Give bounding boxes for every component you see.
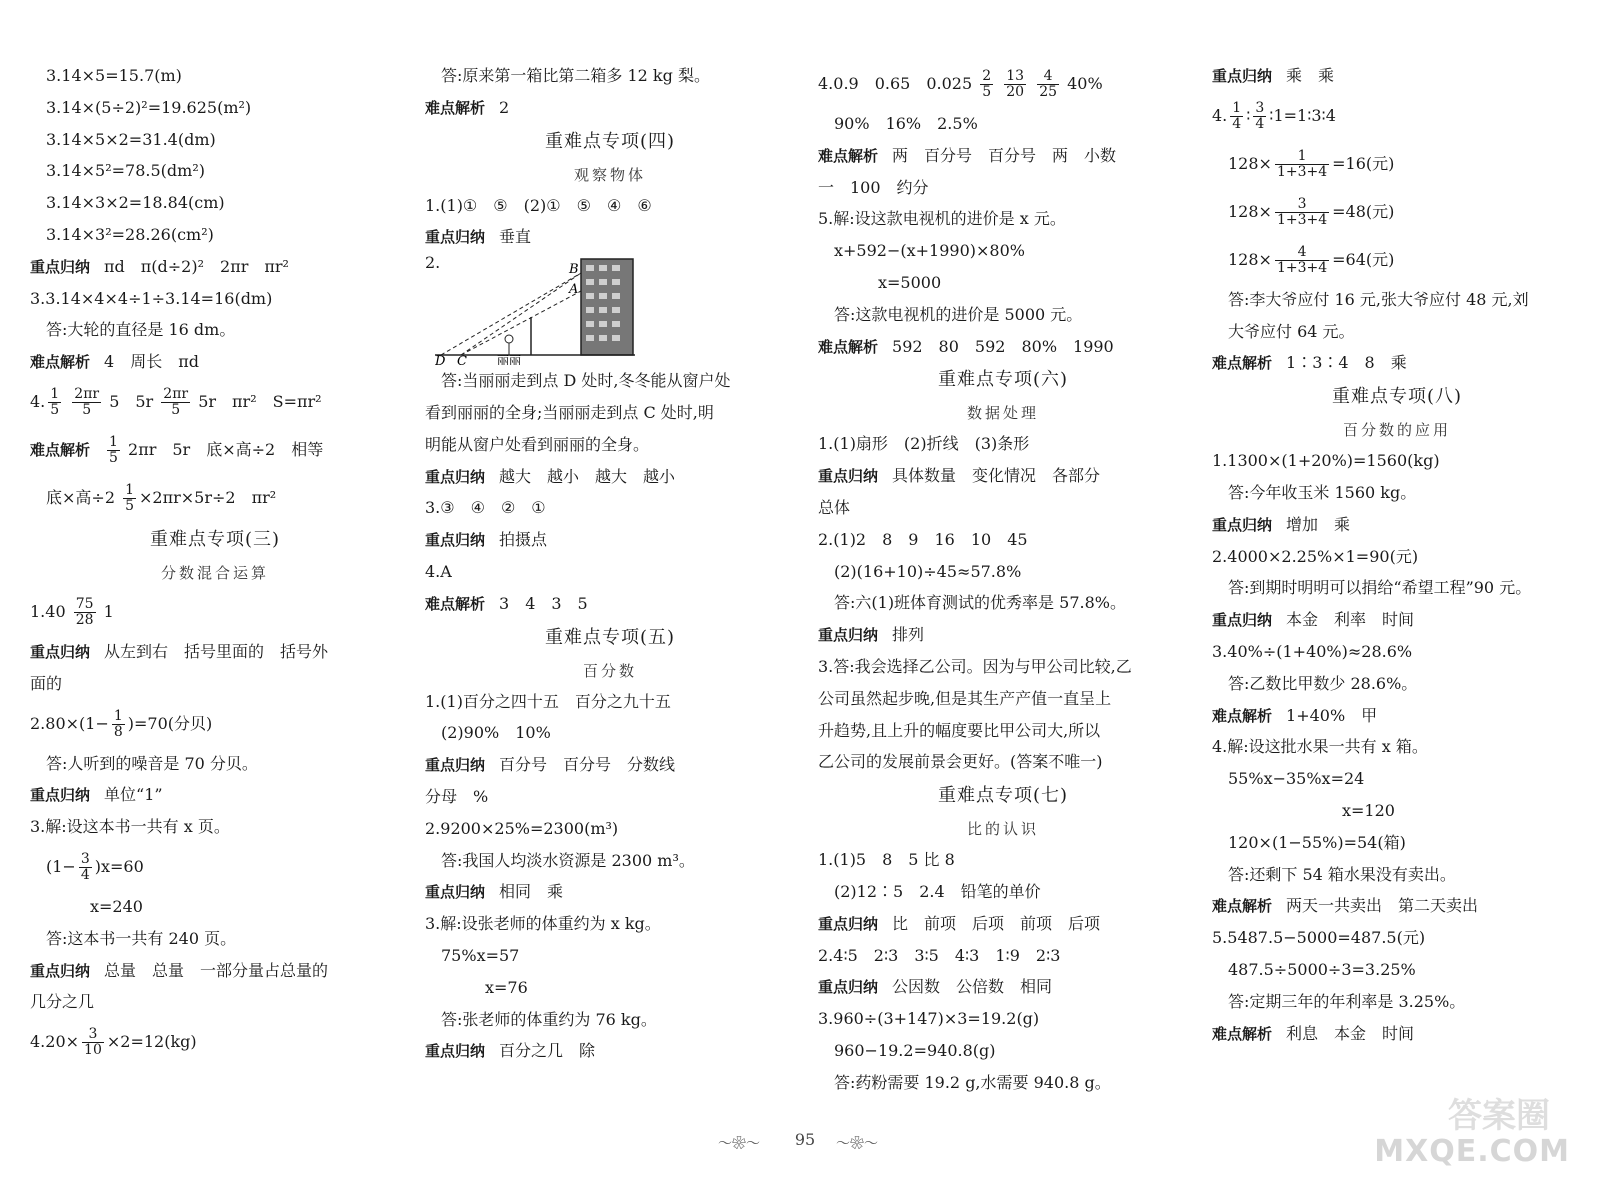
summary-text: 排列: [892, 625, 925, 645]
summary-text: 垂直: [499, 227, 532, 247]
label-key: 重点归纳: [818, 626, 879, 645]
analysis-text: 利息 本金 时间: [1286, 1023, 1415, 1043]
answer-line: 3.③ ④ ② ①: [425, 498, 546, 518]
key-summary: [30, 779, 400, 811]
answer-line: 3.14×5×2=31.4(dm): [46, 129, 216, 149]
fraction: $\frac{3}{4}$: [1255, 100, 1265, 132]
label-difficulty: 难点解析: [818, 337, 879, 356]
answer-line: 答:人听到的噪音是 70 分贝。: [46, 753, 258, 773]
answer-line: 总体: [818, 497, 851, 517]
section-heading: 重难点专项(四): [544, 130, 676, 152]
answer-text: 5r πr² S=πr²: [198, 391, 322, 411]
answer-line: 3.解:设这本书一共有 x 页。: [30, 817, 230, 837]
answer-line: x=76: [485, 977, 528, 997]
label-key: 重点归纳: [1212, 67, 1273, 85]
fraction: $\frac{1}{5}$: [109, 434, 118, 466]
ornament-left-icon: ～❀～: [718, 1136, 760, 1152]
answer-text: )=70(分贝): [127, 713, 213, 733]
fraction: $\frac{2\pi r}{5}$: [163, 386, 189, 418]
answer-text: =48(元): [1332, 201, 1395, 221]
key-summary: [30, 955, 400, 987]
difficulty-analysis: [425, 588, 795, 620]
label-key: 重点归纳: [30, 961, 91, 980]
fraction: $\frac{13}{20}$: [1006, 68, 1025, 100]
label-key: 重点归纳: [1212, 611, 1273, 630]
answer-text: 2.80×(1−: [30, 713, 109, 733]
answer-line: 升趋势,且上升的幅度要比甲公司大,所以: [818, 720, 1101, 740]
difficulty-analysis: [425, 92, 795, 124]
answer-line: 3.答:我会选择乙公司。因为与甲公司比较,乙: [818, 656, 1132, 676]
answer-text: 底×高÷2: [46, 487, 115, 507]
label-key: 重点归纳: [818, 914, 879, 933]
label-difficulty: 难点解析: [1212, 897, 1273, 916]
page-number: 95: [794, 1130, 816, 1149]
fraction: $\frac{4}{25}$: [1039, 68, 1058, 100]
answer-line: [30, 378, 400, 426]
summary-text: 乘 乘: [1286, 66, 1335, 85]
difficulty-analysis: [30, 346, 400, 378]
answer-line: [30, 588, 400, 636]
label-c: C: [457, 354, 467, 366]
answer-line: 55%x−35%x=24: [1228, 769, 1365, 789]
key-summary: [425, 749, 795, 781]
difficulty-analysis: [1212, 1018, 1582, 1050]
analysis-text: 2πr 5r 底×高÷2 相等: [128, 439, 324, 459]
fraction: $\frac{1}{5}$: [50, 386, 60, 418]
answer-line: 1.(1)① ⑤ (2)① ⑤ ④ ⑥: [425, 195, 652, 215]
label-difficulty: 难点解析: [30, 353, 91, 372]
analysis-text: 3 4 3 5: [499, 593, 588, 613]
answer-text: )x=60: [94, 856, 144, 876]
watermark-logo: 答案圈: [1448, 1096, 1550, 1136]
difficulty-analysis: [1212, 700, 1582, 732]
answer-line: 2.4∶5 2∶3 3∶5 4∶3 1∶9 2∶3: [818, 945, 1061, 965]
answer-line: 3.14×5=15.7(m): [46, 66, 182, 85]
analysis-text: 两 百分号 百分号 两 小数: [892, 145, 1117, 165]
label-difficulty: 难点解析: [1212, 354, 1273, 373]
answer-line: 3.14×5²=78.5(dm²): [46, 161, 205, 181]
fraction: $\frac{1}{8}$: [113, 707, 123, 740]
key-summary: [818, 460, 1188, 492]
key-summary: [818, 908, 1188, 940]
key-summary: [818, 971, 1188, 1003]
label-key: 重点归纳: [425, 1042, 486, 1061]
label-difficulty: 难点解析: [425, 594, 486, 613]
fraction: $\frac{3}{1+3+4}$: [1276, 196, 1328, 228]
fraction: $\frac{1}{5}$: [125, 482, 135, 514]
analysis-text: 1∶3∶4 8 乘: [1286, 353, 1407, 373]
answer-line: x=5000: [878, 272, 942, 292]
difficulty-analysis: [1212, 347, 1582, 379]
column-4: [1212, 60, 1582, 1049]
answer-line: 5.解:设这款电视机的进价是 x 元。: [818, 209, 1066, 229]
figure-block: [425, 253, 795, 365]
answer-text: 5 5r: [109, 391, 154, 411]
answer-text: 1.40: [30, 601, 66, 621]
section-heading: 重难点专项(七): [937, 785, 1069, 807]
difficulty-analysis: [818, 140, 1188, 172]
key-summary: [30, 251, 400, 283]
column-3: [818, 60, 1188, 1099]
answer-line: 答:还剩下 54 箱水果没有卖出。: [1228, 864, 1456, 884]
answer-line: x=120: [1342, 800, 1395, 820]
fraction: $\frac{4}{1+3+4}$: [1276, 244, 1328, 276]
answer-line: 答:原来第一箱比第二箱多 12 kg 梨。: [441, 66, 710, 85]
answer-line: 2.4000×2.25%×1=90(元): [1212, 546, 1419, 566]
answer-line: 3.14×(5÷2)²=19.625(m²): [46, 97, 252, 117]
answer-line: 120×(1−55%)=54(箱): [1228, 832, 1406, 852]
person-head: [505, 335, 513, 343]
fraction: $\frac{2\pi r}{5}$: [74, 386, 100, 418]
section-subheading: 百分数的应用: [1342, 421, 1451, 440]
label-key: 重点归纳: [30, 786, 91, 805]
answer-line: [1212, 188, 1582, 236]
answer-line: 答:这本书一共有 240 页。: [46, 928, 237, 948]
label-difficulty: 难点解析: [30, 440, 91, 459]
key-summary: [1212, 604, 1582, 636]
answer-line: x+592−(x+1990)×80%: [834, 241, 1025, 261]
key-summary: [425, 221, 795, 253]
fraction: $\frac{75}{28}$: [75, 596, 94, 628]
summary-text: 相同 乘: [499, 882, 564, 902]
difficulty-analysis: [1212, 890, 1582, 922]
answer-text: 128×: [1228, 201, 1272, 221]
summary-text: 增加 乘: [1286, 514, 1351, 534]
answer-line: 4.解:设这批水果一共有 x 箱。: [1212, 737, 1428, 757]
summary-text: πd π(d÷2)² 2πr πr²: [104, 256, 289, 276]
label-key: 重点归纳: [425, 883, 486, 902]
label-key: 重点归纳: [425, 467, 486, 486]
answer-line: [30, 700, 400, 748]
summary-text: 越大 越小 越大 越小: [499, 466, 676, 486]
analysis-text: 4 周长 πd: [104, 352, 199, 372]
answer-text: ×2=12(kg): [106, 1032, 197, 1052]
answer-line: 1.(1)百分之四十五 百分之九十五: [425, 691, 671, 711]
answer-line: 3.960÷(3+147)×3=19.2(g): [818, 1009, 1040, 1029]
fraction: $\frac{3}{4}$: [80, 851, 90, 883]
answer-text: 1: [103, 601, 114, 621]
label-key: 重点归纳: [30, 642, 91, 661]
section-subheading: 分数混合运算: [160, 563, 269, 582]
label-key: 重点归纳: [425, 756, 486, 775]
answer-line: 487.5÷5000÷3=3.25%: [1228, 959, 1416, 979]
analysis-text: 两天一共卖出 第二天卖出: [1286, 896, 1479, 916]
summary-text: 比 前项 后项 前项 后项: [892, 913, 1101, 933]
answer-text: =64(元): [1332, 249, 1395, 269]
label-key: 重点归纳: [818, 467, 879, 486]
key-summary: [425, 524, 795, 556]
answer-line: 2.(1)2 8 9 16 10 45: [818, 529, 1028, 549]
difficulty-analysis: [818, 331, 1188, 363]
key-summary: [818, 619, 1188, 651]
label-key: 重点归纳: [30, 257, 91, 276]
answer-line: [1212, 236, 1582, 284]
label-difficulty: 难点解析: [1212, 706, 1273, 725]
key-summary: [425, 1035, 795, 1067]
analysis-text: 592 80 592 80% 1990: [892, 336, 1114, 356]
fraction: $\frac{3}{10}$: [84, 1026, 102, 1059]
summary-text: 单位“1”: [104, 785, 163, 805]
item-number: 4.: [30, 391, 46, 411]
label-difficulty: 难点解析: [818, 146, 879, 165]
analysis-text: 1+40% 甲: [1286, 705, 1378, 725]
answer-line: 5.5487.5−5000=487.5(元): [1212, 928, 1426, 948]
answer-line: 分母 %: [425, 786, 489, 806]
answer-text: ×2πr×5r÷2 πr²: [139, 487, 277, 507]
summary-text: 百分号 百分号 分数线: [499, 755, 676, 775]
label-person: 丽丽: [497, 354, 522, 366]
sightline-ca: [461, 273, 581, 355]
summary-text: 拍摄点: [499, 530, 548, 550]
section-heading: 重难点专项(三): [149, 528, 281, 550]
key-summary: [1212, 509, 1582, 541]
answer-line: 3.40%÷(1+40%)≈28.6%: [1212, 641, 1413, 661]
watermark-text: MXQE.COM: [1374, 1134, 1570, 1169]
answer-line: (2)12∶5 2.4 铅笔的单价: [834, 881, 1041, 901]
answer-line: 3.14×3×2=18.84(cm): [46, 193, 225, 213]
summary-text: 本金 利率 时间: [1286, 610, 1415, 630]
answer-line: [30, 474, 400, 522]
key-summary: [425, 876, 795, 908]
label-key: 重点归纳: [818, 978, 879, 997]
answer-line: (2)90% 10%: [441, 723, 551, 743]
sightline-a: [461, 291, 581, 355]
answer-line: 答:六(1)班体育测试的优秀率是 57.8%。: [834, 593, 1126, 613]
summary-text: 总量 总量 一部分量占总量的: [104, 960, 329, 980]
label-key: 重点归纳: [425, 228, 486, 247]
answer-line: 答:乙数比甲数少 28.6%。: [1228, 673, 1418, 693]
answer-line: 3.14×3²=28.26(cm²): [46, 224, 214, 244]
answer-text: ∶1=1∶3∶4: [1269, 105, 1336, 125]
section-subheading: 观察物体: [573, 165, 646, 184]
section-subheading: 百分数: [582, 661, 637, 680]
answer-line: 答:张老师的体重约为 76 kg。: [441, 1009, 657, 1029]
column-2: [425, 60, 795, 1067]
summary-text: 具体数量 变化情况 各部分: [892, 466, 1101, 486]
item-number: 4.: [1212, 105, 1228, 125]
answer-line: 1.(1)5 8 5 比 8: [818, 850, 955, 870]
fraction: $\frac{1}{4}$: [1232, 100, 1242, 132]
section-heading: 重难点专项(五): [544, 626, 676, 648]
analysis-text: 2: [499, 97, 510, 117]
answer-text: (1−: [46, 856, 76, 876]
answer-line: 960−19.2=940.8(g): [834, 1040, 996, 1060]
difficulty-analysis: [30, 426, 400, 474]
answer-line: 3.解:设张老师的体重约为 x kg。: [425, 914, 661, 934]
answer-line: 一 100 约分: [818, 177, 929, 197]
answer-line: [30, 1018, 400, 1066]
answer-line: x=240: [90, 896, 143, 916]
answer-text: =16(元): [1332, 153, 1395, 173]
answer-line: 乙公司的发展前景会更好。(答案不唯一): [818, 752, 1103, 772]
label-b: B: [569, 262, 579, 278]
key-summary: [30, 636, 400, 668]
key-summary: [425, 461, 795, 493]
answer-text: 4.20×: [30, 1032, 80, 1052]
answer-line: 1.1300×(1+20%)=1560(kg): [1212, 451, 1440, 471]
answer-line: 大爷应付 64 元。: [1228, 321, 1355, 341]
label-a: A: [569, 282, 579, 298]
answer-line: 答:我国人均淡水资源是 2300 m³。: [441, 850, 695, 870]
label-key: 重点归纳: [425, 531, 486, 550]
answer-line: (2)(16+10)÷45≈57.8%: [834, 561, 1022, 581]
answer-line: 公司虽然起步晚,但是其生产产值一直呈上: [818, 688, 1112, 708]
answer-line: 3.3.14×4×4÷1÷3.14=16(dm): [30, 288, 273, 308]
section-heading: 重难点专项(六): [937, 369, 1069, 391]
answer-line: 75%x=57: [441, 945, 520, 965]
answer-line: [818, 60, 1188, 108]
answer-line: 答:药粉需要 19.2 g,水需要 940.8 g。: [834, 1072, 1111, 1092]
ornament-right-icon: ～❀～: [836, 1136, 878, 1152]
fraction: $\frac{2}{5}$: [982, 68, 992, 100]
answer-line: 面的: [30, 673, 63, 693]
answer-line: 看到丽丽的全身;当丽丽走到点 C 处时,明: [425, 402, 714, 422]
answer-line: 答:定期三年的年利率是 3.25%。: [1228, 991, 1466, 1011]
answer-line: 几分之几: [30, 992, 95, 1012]
answer-line: 答:大轮的直径是 16 dm。: [46, 320, 236, 340]
answer-text: 128×: [1228, 249, 1272, 269]
summary-text: 百分之几 除: [499, 1041, 596, 1061]
building-sightline-figure: [435, 253, 635, 365]
answer-text: 128×: [1228, 153, 1272, 173]
answer-line: 1.(1)扇形 (2)折线 (3)条形: [818, 434, 1030, 454]
answer-text: 40%: [1067, 74, 1103, 93]
answer-line: [1212, 140, 1582, 188]
summary-text: 从左到右 括号里面的 括号外: [104, 641, 329, 661]
key-summary: [1212, 60, 1582, 92]
label-key: 重点归纳: [1212, 515, 1273, 534]
column-1: [30, 60, 400, 1066]
fraction: $\frac{1}{1+3+4}$: [1276, 148, 1328, 180]
item-number: 2.: [425, 253, 441, 273]
summary-text: 公因数 公倍数 相同: [892, 977, 1053, 997]
answer-text: 4.0.9 0.65 0.025: [818, 74, 973, 93]
answer-line: 答:到期时明明可以捐给“希望工程”90 元。: [1228, 578, 1532, 598]
answer-line: 4.A: [425, 561, 452, 581]
answer-line: 答:这款电视机的进价是 5000 元。: [834, 304, 1083, 324]
answer-line: 答:当丽丽走到点 D 处时,冬冬能从窗户处: [441, 371, 731, 391]
answer-line: 明能从窗户处看到丽丽的全身。: [425, 434, 650, 454]
answer-line: 答:李大爷应付 16 元,张大爷应付 48 元,刘: [1228, 289, 1529, 309]
label-difficulty: 难点解析: [1212, 1024, 1273, 1043]
answer-line: [30, 843, 400, 891]
section-subheading: 数据处理: [966, 404, 1039, 423]
label-d: D: [435, 354, 446, 366]
answer-line: 2.9200×25%=2300(m³): [425, 818, 619, 838]
section-heading: 重难点专项(八): [1331, 386, 1463, 408]
label-difficulty: 难点解析: [425, 98, 486, 117]
answer-line: 4. $\frac{1}{4}$ ∶ $\frac{3}{4}$ ∶1=1∶3∶4: [1212, 100, 1336, 132]
section-subheading: 比的认识: [966, 820, 1039, 839]
answer-line: 90% 16% 2.5%: [834, 114, 978, 133]
answer-line: 答:今年收玉米 1560 kg。: [1228, 482, 1417, 502]
